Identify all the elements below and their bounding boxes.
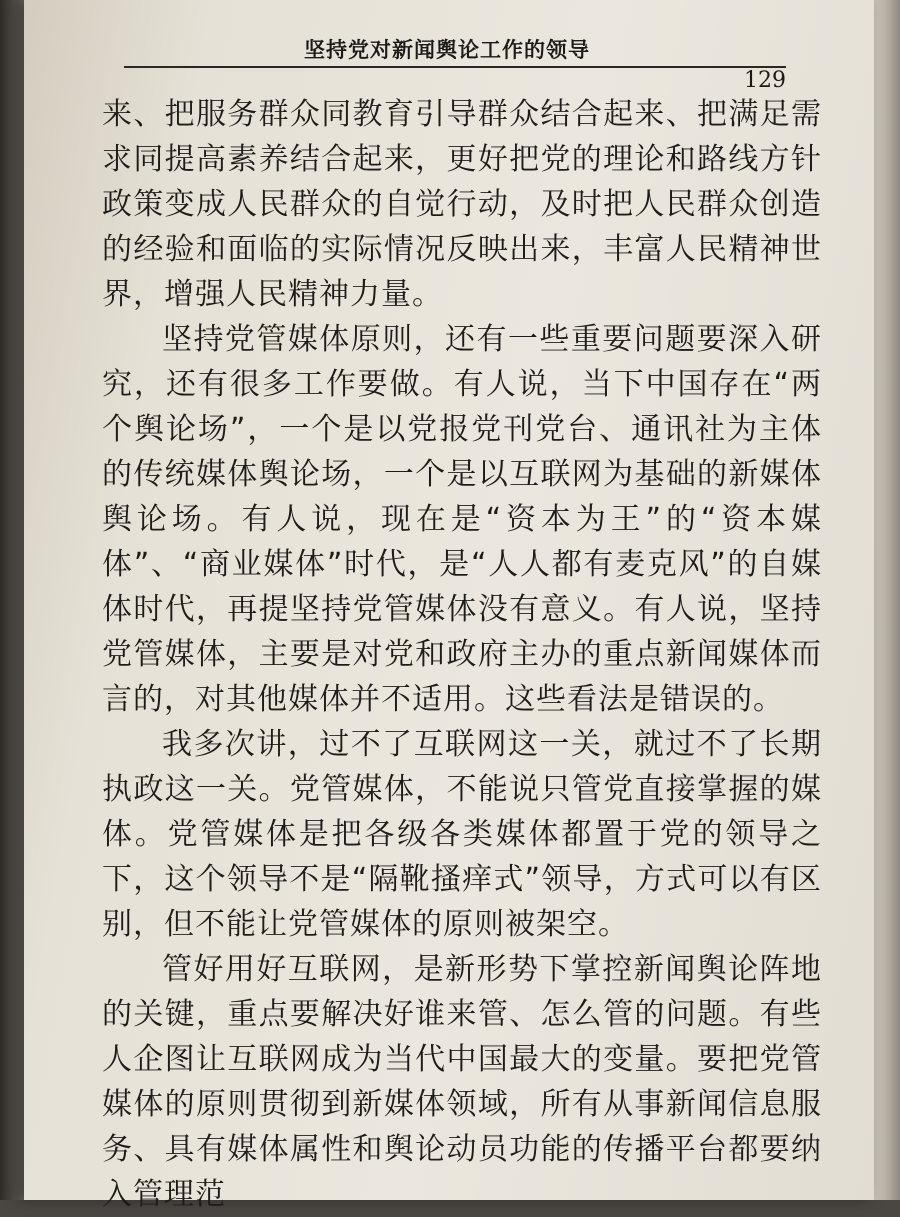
paragraph: 坚持党管媒体原则，还有一些重要问题要深入研究，还有很多工作要做。有人说，当下中国存在“两个舆论场”，一个是以党报党刊党台、通讯社为主体的传统媒体舆论场，一个是以互联网为基础的新媒体舆论场。有人说，现在是“资本为王”的“资本媒体”、“商业媒体”时代，是“人人都有麦克风”的自媒体时代，再提坚持党管媒体没有意义。有人说，坚持党管媒体，主要是对党和政府主办的重点新闻媒体而言的，对其他媒体并不适用。这些看法是错误的。	[102, 322, 822, 717]
body-text	[102, 92, 822, 1217]
paragraph: 来、把服务群众同教育引导群众结合起来、把满足需求同提高素养结合起来，更好把党的理论和路线方针政策变成人民群众的自觉行动，及时把人民群众创造的经验和面临的实际情况反映出来，丰富人民精神世界，增强人民精神力量。	[102, 97, 822, 312]
running-title: 坚持党对新闻舆论工作的领导	[304, 38, 590, 62]
paragraph: 管好用好互联网，是新形势下掌控新闻舆论阵地的关键，重点要解决好谁来管、怎么管的问题。有些人企图让互联网成为当代中国最大的变量。要把党管媒体的原则贯彻到新媒体领域，所有从事新闻信息服务、具有媒体属性和舆论动员功能的传播平台都要纳入管理范	[102, 952, 822, 1212]
book-page	[24, 0, 874, 1212]
page-header	[94, 12, 794, 100]
page-number: 129	[744, 68, 786, 93]
paragraph: 我多次讲，过不了互联网这一关，就过不了长期执政这一关。党管媒体，不能说只管党直接掌握的媒体。党管媒体是把各级各类媒体都置于党的领导之下，这个领导不是“隔靴搔痒式”领导，方式可以有区别，但不能让党管媒体的原则被架空。	[102, 727, 822, 942]
header-rule	[124, 66, 786, 68]
